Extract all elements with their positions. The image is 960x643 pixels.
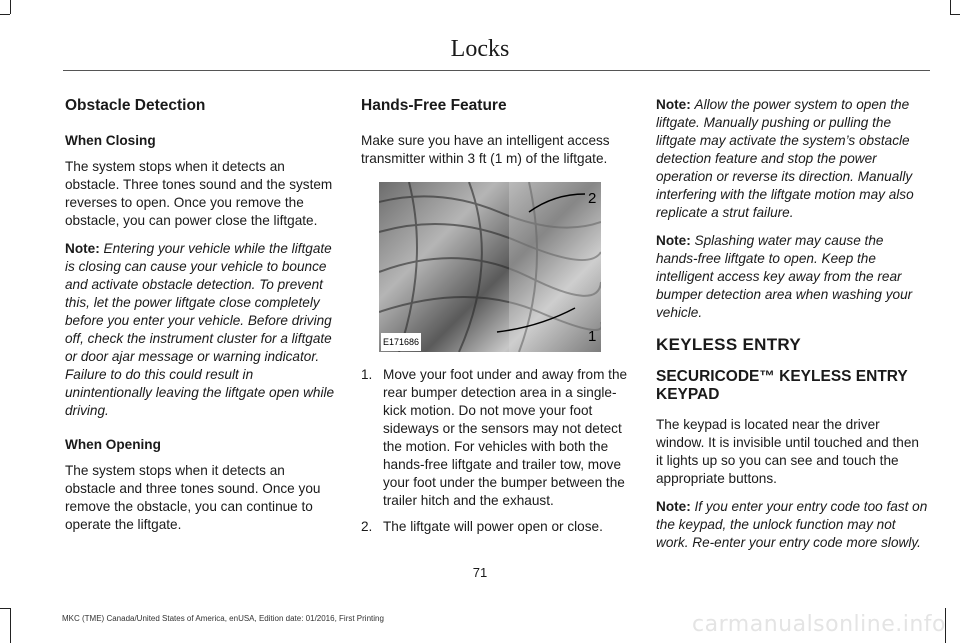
liftgate-bumper-illustration <box>379 182 601 352</box>
step-item <box>361 518 633 536</box>
column-right <box>656 96 928 562</box>
step-number: 2. <box>361 519 373 534</box>
when-opening-text: The system stops when it detects an obstacle and three tones sound. Once you remove the obstacle, you can continue to operate the liftgate. <box>65 463 321 532</box>
securicode-heading: SECURICODE™ KEYLESS ENTRY KEYPAD <box>656 368 908 403</box>
note-text: Entering your vehicle while the liftgate is closing can cause your vehicle to bounce and activate obstacle detection. To prevent this, let the power liftgate close completely before you enter your vehicle. Before driving off, check the instrument cluster for a liftgate or door ajar message or warning indicator. Failure to do this could result in unintentionally leaving the liftgate open while driving. <box>65 241 335 418</box>
obstacle-detection-heading: Obstacle Detection <box>65 97 206 114</box>
step-text: The liftgate will power open or close. <box>383 519 603 534</box>
footer-edition-text: MKC (TME) Canada/United States of America, enUSA, Edition date: 01/2016, First Printing <box>62 614 384 623</box>
step-item <box>361 366 633 510</box>
step-text: Move your foot under and away from the rear bumper detection area in a single-kick motion. Do not move your foot sideways or the sensors may not detect the motion. For vehicles with both the hands-free liftgate and trailer tow, move your foot under the bumper between the trailer hitch and the exhaust. <box>383 367 628 508</box>
column-middle <box>361 96 633 544</box>
keyless-entry-heading: KEYLESS ENTRY <box>656 335 801 354</box>
callout-2: 2 <box>588 190 597 207</box>
page-number: 71 <box>472 565 488 580</box>
power-system-note <box>656 96 928 222</box>
note-label: Note: <box>656 499 691 514</box>
crop-mark <box>10 0 11 14</box>
step-number: 1. <box>361 367 373 382</box>
keypad-text: The keypad is located near the driver window. It is invisible until touched and then it lights up so you can see and touch the appropriate buttons. <box>656 417 919 486</box>
watermark-text: carmanualsonline.info <box>692 612 946 637</box>
hands-free-intro: Make sure you have an intelligent access transmitter within 3 ft (1 m) of the liftgate. <box>361 133 610 166</box>
callout-1: 1 <box>588 328 597 345</box>
title-divider <box>63 70 930 71</box>
crop-mark <box>950 14 960 15</box>
entry-code-note <box>656 498 928 552</box>
crop-mark <box>10 608 11 643</box>
crop-mark <box>0 608 10 609</box>
note-text: Splashing water may cause the hands-free liftgate to open. Keep the intelligent access key away from the rear bumper detection area when washing your vehicle. <box>656 233 913 320</box>
figure-code: E171686 <box>381 333 421 351</box>
crop-mark <box>0 14 10 15</box>
note-label: Note: <box>65 241 100 256</box>
hands-free-steps <box>361 366 633 536</box>
when-closing-text: The system stops when it detects an obstacle. Three tones sound and the system reverses to open. Once you remove the obstacle, you can power close the liftgate. <box>65 159 333 228</box>
bumper-graphic <box>379 182 601 352</box>
column-left <box>65 96 335 544</box>
hands-free-heading: Hands-Free Feature <box>361 97 507 114</box>
page-title: Locks <box>450 36 510 62</box>
note-text: Allow the power system to open the liftgate. Manually pushing or pulling the liftgate may activate the system’s obstacle detection feature and stop the power operation or reverse its direction. Manually interfering with the liftgate motion may also replicate a strut failure. <box>656 97 914 220</box>
closing-note <box>65 240 335 420</box>
splashing-water-note <box>656 232 928 322</box>
note-label: Note: <box>656 233 691 248</box>
note-text: If you enter your entry code too fast on the keypad, the unlock function may not work. Re-enter your entry code more slowly. <box>656 499 928 550</box>
when-opening-heading: When Opening <box>65 437 161 452</box>
crop-mark <box>950 0 951 14</box>
when-closing-heading: When Closing <box>65 133 156 148</box>
note-label: Note: <box>656 97 691 112</box>
